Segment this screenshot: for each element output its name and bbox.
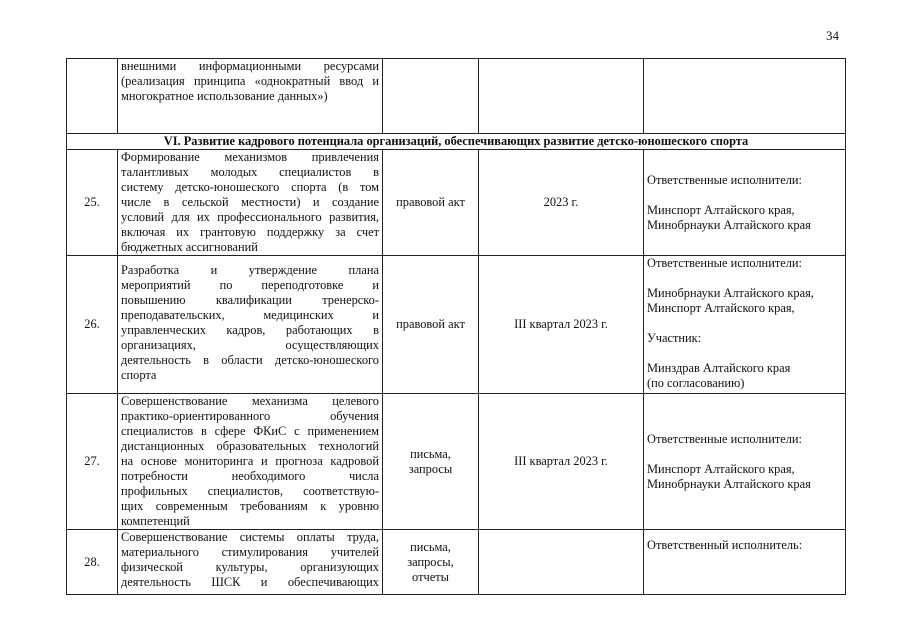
responsible-cell [644,394,846,530]
deadline [479,530,644,595]
responsible-line: Минспорт Алтайского края, [647,461,795,476]
action-plan-table [66,58,846,595]
description-cell [118,394,383,530]
table-row [67,59,846,134]
description-line: щих современным требованиям к уровню [121,499,379,513]
document-type: правовой акт [383,150,479,256]
document-line: запросы, [407,554,454,569]
description-line: (реализация принципа «однократный ввод и [121,74,379,88]
row-number: 26. [67,256,118,394]
responsible-cell [644,59,846,134]
description-line: управленческих кадров, работающих в [121,323,379,337]
description-cell [118,256,383,394]
description-cell [118,530,383,595]
description-line: включая их грантовую поддержку за счет [121,225,379,239]
description-cell [118,150,383,256]
document-type [383,394,479,530]
responsible-line: (по согласованию) [647,376,745,390]
description-line: условий для их профессионального развития, [121,210,379,224]
description-line: Разработка и утверждение плана [121,263,379,277]
row-number: 27. [67,394,118,530]
description-line: дистанционных образовательных технологий [121,439,379,453]
description-line: на основе мониторинга и прогноза кадровой [121,454,379,468]
responsible-line: Минспорт Алтайского края, [647,301,795,315]
responsible-line: Ответственные исполнители: [647,172,802,187]
description-line: многократное использование данных») [121,89,328,103]
description-line: Совершенствование механизма целевого [121,394,379,408]
responsible-line: Ответственные исполнители: [647,256,802,270]
description-line: повышению квалификации тренерско- [121,293,379,307]
description-line: талантливых молодых специалистов в [121,165,379,179]
responsible-line: Минспорт Алтайского края, [647,202,795,217]
description-line: потребности необходимого числа [121,469,379,483]
description-line: Формирование механизмов привлечения [121,150,379,164]
section-heading: VI. Развитие кадрового потенциала организаций, обеспечивающих развитие детско-юношеского спорта [67,134,846,150]
description-line: деятельность в области детско-юношеского [121,353,379,367]
responsible-line: Минздрав Алтайского края [647,361,791,375]
deadline: III квартал 2023 г. [479,394,644,530]
description-line: внешними информационными ресурсами [121,59,379,73]
document-line: письма, [410,446,451,461]
description-cell [118,59,383,134]
document-type [383,530,479,595]
document-type: правовой акт [383,256,479,394]
page-number: 34 [826,28,839,43]
table-row [67,256,846,394]
responsible-cell [644,530,846,595]
description-line: компетенций [121,514,190,528]
responsible-cell [644,256,846,394]
responsible-line: Ответственный исполнитель: [647,538,803,552]
description-line: профильных специалистов, соответствую- [121,484,379,498]
row-number-cell [67,59,118,134]
description-line: физической культуры, организующих [121,560,379,574]
responsible-line: Минобрнауки Алтайского края [647,217,811,232]
description-line: материального стимулирования учителей [121,545,379,559]
document-line: письма, [410,539,451,554]
deadline: III квартал 2023 г. [479,256,644,394]
table-row [67,394,846,530]
description-line: Совершенствование системы оплаты труда, [121,530,379,544]
description-line: деятельность ШСК и обеспечивающих [121,575,379,589]
responsible-line: Ответственные исполнители: [647,431,802,446]
description-line: специалистов в сфере ФКиС с применением [121,424,379,438]
row-number: 25. [67,150,118,256]
description-line: мероприятий по переподготовке и [121,278,379,292]
responsible-cell [644,150,846,256]
section-heading-row [67,134,846,150]
document-line: отчеты [412,569,449,584]
description-line: спорта [121,368,157,382]
table-row [67,530,846,595]
participant-label: Участник: [647,331,702,345]
row-number: 28. [67,530,118,595]
responsible-line: Минобрнауки Алтайского края [647,476,811,491]
document-line: запросы [408,461,453,476]
description-line: организациях, осуществляющих [121,338,379,352]
description-line: числе в сельской местности) и создание [121,195,379,209]
table-row [67,150,846,256]
term-cell [479,59,644,134]
deadline: 2023 г. [479,150,644,256]
description-line: бюджетных ассигнований [121,240,258,254]
document-cell [383,59,479,134]
description-line: систему детско-юношеского спорта (в том [121,180,379,194]
description-line: практико-ориентированного обучения [121,409,379,423]
description-line: преподавательских, медицинских и [121,308,379,322]
responsible-line: Минобрнауки Алтайского края, [647,286,814,300]
